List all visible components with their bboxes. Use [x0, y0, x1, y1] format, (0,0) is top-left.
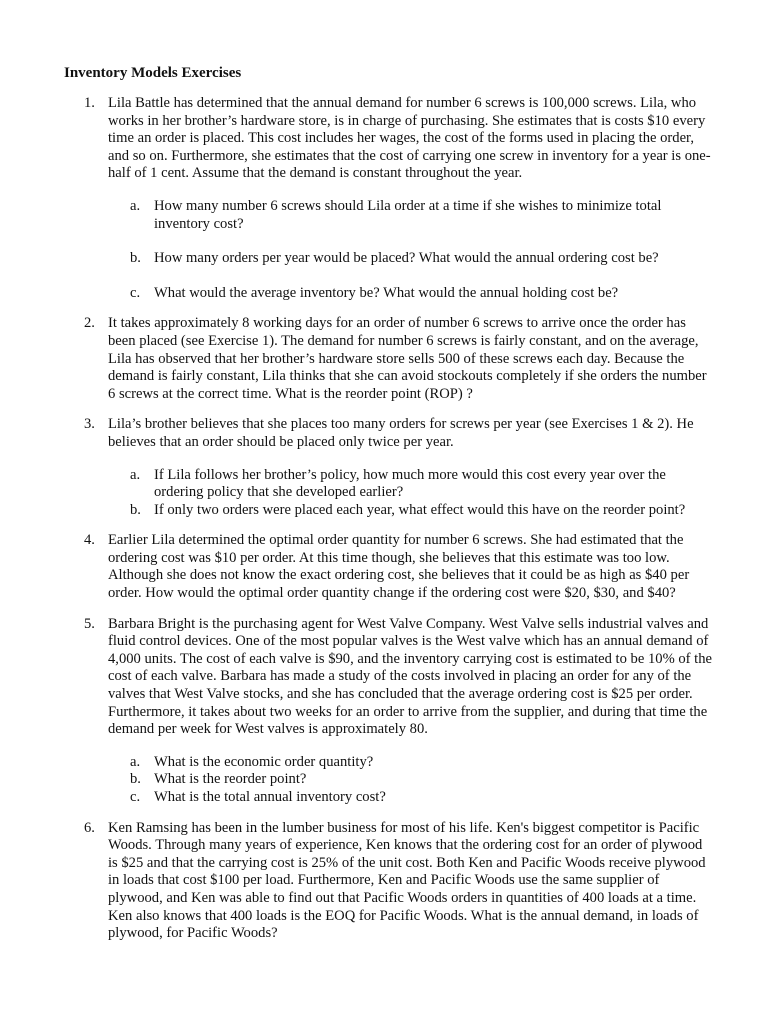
exercise-number: 1. — [84, 95, 95, 111]
sub-question-text: If Lila follows her brother’s policy, how much more would this cost every year over the ordering policy that she developed earlier? — [154, 466, 666, 501]
sub-question-text: How many orders per year would be placed? What would the annual ordering cost be? — [154, 250, 659, 267]
exercise-2 — [64, 315, 714, 403]
exercise-1 — [64, 95, 714, 302]
exercise-6 — [64, 820, 714, 943]
sub-question — [108, 771, 714, 789]
sub-question-letter: b. — [130, 250, 141, 267]
sub-question-letter: b. — [130, 501, 141, 518]
sub-question-text: What is the reorder point? — [154, 771, 307, 788]
exercise-4 — [64, 532, 714, 602]
exercise-number: 5. — [84, 615, 95, 632]
exercise-text: Ken Ramsing has been in the lumber business for most of his life. Ken's biggest competitor is Pacific Woods. Through many years of experience, Ken knows that the ordering cost for an order of plywood is $25 and that the carrying cost is 25% of the unit cost. Both Ken and Pacific Woods receive plywood in loads that cost $100 per load. Furthermore, Ken and Pacific Woods use the same supplier of plywood, and Ken was able to find out that Pacific Woods orders in quantities of 400 loads at a time. Ken also knows that 400 loads is the EOQ for Pacific Woods. What is the annual demand, in loads of plywood, for Pacific Woods? — [108, 819, 706, 942]
sub-question-list — [108, 467, 714, 520]
exercise-number: 3. — [84, 416, 95, 433]
exercise-text: Earlier Lila determined the optimal order quantity for number 6 screws. She had estimated that the ordering cost was $10 per order. At this time though, she believes that this estimate was too low. Although she does not know the exact ordering cost, she believes that it could be as high as $40 per order. How would the optimal order quantity change if the ordering cost were $20, $30, and $40? — [108, 532, 690, 602]
sub-question — [108, 198, 714, 233]
sub-question — [108, 789, 714, 807]
exercise-text: Lila Battle has determined that the annual demand for number 6 screws is 100,000 screws. Lila, who works in her brother’s hardware store, is in charge of purchasing. She estimates that is costs $10 every time an order is placed. This cost includes her wages, the cost of the forms used in placing the order, and so on. Furthermore, she estimates that the cost of carrying one screw in inventory for a year is one-half of 1 cent. Assume that the demand is constant throughout the year. — [108, 95, 711, 182]
exercise-3 — [64, 416, 714, 519]
sub-question — [108, 754, 714, 772]
exercise-5 — [64, 616, 714, 807]
sub-question-text: If only two orders were placed each year, what effect would this have on the reorder point? — [154, 501, 686, 518]
sub-question — [108, 285, 714, 303]
exercise-number: 6. — [84, 819, 95, 836]
sub-question — [108, 502, 714, 520]
exercise-text: It takes approximately 8 working days for an order of number 6 screws to arrive once the order has been placed (see Exercise 1). The demand for number 6 screws is fairly constant, and on the average, Lila has observed that her brother’s hardware store sells 500 of these screws each day. Because the demand is fairly constant, Lila thinks that she can avoid stockouts completely if she orders the number 6 screws at the correct time. What is the reorder point (ROP) ? — [108, 315, 707, 402]
sub-question-letter: b. — [130, 771, 141, 788]
sub-question-list — [108, 754, 714, 807]
exercise-text: Barbara Bright is the purchasing agent for West Valve Company. West Valve sells industrial valves and fluid control devices. One of the most popular valves is the West valve which has an annual demand of 4,000 units. The cost of each valve is $90, and the inventory carrying cost is estimated to be 10% of the cost of each valve. Barbara has made a study of the costs involved in placing an order for any of the valves that West Valve stocks, and she has concluded that the average ordering cost is $25 per order. Furthermore, it takes about two weeks for an order to arrive from the supplier, and during that time the demand per week for West valves is approximately 80. — [108, 615, 713, 738]
exercise-number: 4. — [84, 532, 95, 549]
exercise-number: 2. — [84, 315, 95, 332]
sub-question-text: What would the average inventory be? What would the annual holding cost be? — [154, 284, 619, 301]
sub-question-text: How many number 6 screws should Lila order at a time if she wishes to minimize total inventory cost? — [154, 197, 662, 232]
sub-question-letter: a. — [130, 197, 141, 214]
sub-question — [108, 250, 714, 268]
exercise-text: Lila’s brother believes that she places too many orders for screws per year (see Exercises 1 & 2). He believes that an order should be placed only twice per year. — [108, 416, 694, 450]
sub-question-letter: a. — [130, 466, 141, 483]
sub-question — [108, 467, 714, 502]
sub-question-letter: c. — [130, 284, 141, 301]
sub-question-list — [108, 198, 714, 302]
sub-question-letter: c. — [130, 789, 141, 805]
sub-question-text: What is the economic order quantity? — [154, 753, 374, 770]
document-page — [64, 64, 714, 956]
document-title: Inventory Models Exercises — [64, 65, 242, 81]
sub-question-text: What is the total annual inventory cost? — [154, 789, 386, 805]
sub-question-letter: a. — [130, 753, 141, 770]
